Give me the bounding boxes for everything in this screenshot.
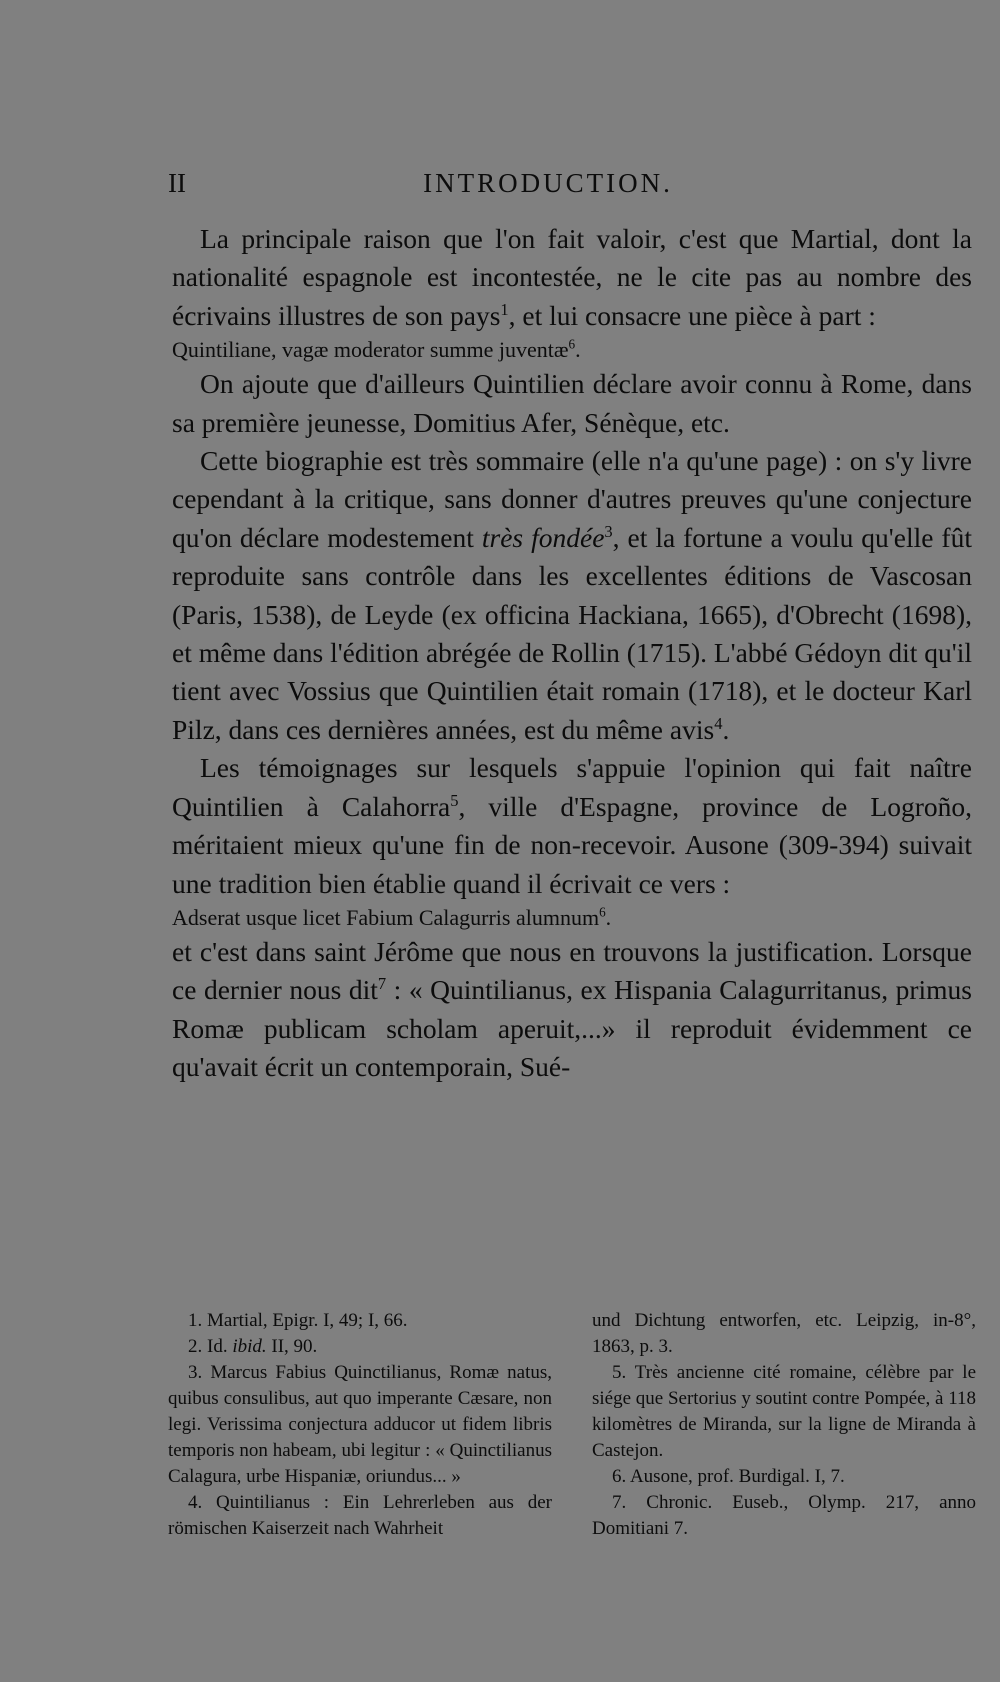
footnotes xyxy=(168,1308,976,1542)
paragraph-3-end: . xyxy=(722,713,730,745)
footnote-4: 4. Quintilianus : Ein Lehrerleben aus der römischen Kaiserzeit nach Wahrheit xyxy=(168,1492,552,1539)
paragraph-3-text-b: , et la fortune a voulu qu'elle fût reproduite sans contrôle dans les excellentes éditions de Vascosan (Paris, 1538), de Leyde (ex officina Hackiana, 1665), d'Obrecht (1698), et même dans l'édition abrégée de Rollin (1715). L'abbé Gédoyn dit qu'il tient avec Vossius que Quintilien était romain (1718), et le docteur Karl Pilz, dans ces dernières années, est du même avis xyxy=(172,521,972,745)
page-number: II xyxy=(168,168,186,198)
footnote-ref-5: 5 xyxy=(450,790,459,810)
running-title: INTRODUCTION. xyxy=(423,168,673,198)
paragraph-4-text-b: , ville d'Espagne, province de Logroño, méritaient mieux qu'une fin de non-recevoir. Ausone (309-394) suivait une tradition bien établie quand il écrivait ce vers : xyxy=(172,790,972,899)
paragraph-3-text-a: Cette biographie est très sommaire (elle n'a qu'une page) : on s'y livre cependant à la critique, sans donner d'autres preuves qu'une conjecture qu'on déclare modestement xyxy=(172,445,972,553)
paragraph-4-text-a: Les témoignages sur lesquels s'appuie l'opinion qui fait naître Quintilien à Calahorra xyxy=(172,752,972,822)
footnote-7: 7. Chronic. Euseb., Olymp. 217, anno Domitiani 7. xyxy=(592,1492,976,1539)
footnote-ref-verse-2: 6 xyxy=(599,904,606,920)
paragraph-5-text-a: et c'est dans saint Jérôme que nous en trouvons la justification. Lorsque ce dernier nous dit xyxy=(172,935,972,1006)
footnote-2-italic: ibid. xyxy=(232,1336,267,1357)
verse-2-end: . xyxy=(605,904,612,930)
italic-phrase: très fondée xyxy=(481,521,605,553)
paragraph-5-text-b: : « Quintilianus, ex Hispania Calagurritanus, primus Romæ publicam scholam aperuit,...» il reproduit évidemment ce qu'avait écrit un contemporain, Sué- xyxy=(172,974,972,1083)
paragraph-1-text: La principale raison que l'on fait valoir, c'est que Martial, dont la nationalité espagnole est incontestée, ne le cite pas au nombre des écrivains illustres de son pays xyxy=(172,223,972,331)
paragraph-4 xyxy=(172,749,972,903)
footnote-4-continued: und Dichtung entworfen, etc. Leipzig, in-8°, 1863, p. 3. xyxy=(592,1310,976,1357)
verse-quote-1 xyxy=(172,335,972,365)
footnotes-left-column xyxy=(168,1308,552,1542)
footnote-5: 5. Très ancienne cité romaine, célèbre par le siége que Sertorius y soutint contre Pompée, à 118 kilomètres de Miranda, sur la ligne de Miranda à Castejon. xyxy=(592,1362,976,1461)
footnote-1: 1. Martial, Epigr. I, 49; I, 66. xyxy=(188,1310,408,1331)
footnote-ref-verse-1: 6 xyxy=(568,336,576,352)
footnote-ref-7: 7 xyxy=(377,974,387,994)
footnote-ref-1: 1 xyxy=(500,299,509,319)
main-text xyxy=(172,220,972,1087)
verse-2-text: Adserat usque licet Fabium Calagurris alumnum xyxy=(172,904,600,930)
verse-quote-2 xyxy=(172,903,972,933)
footnote-ref-3: 3 xyxy=(604,521,613,541)
footnote-3: 3. Marcus Fabius Quinctilianus, Romæ natus, quibus consulibus, aut quo imperante Cæsare, non legi. Verissima conjectura adducor ut fidem libris temporis non habeam, ubi legitur : « Quinctilianus Calagura, urbe Hispaniæ, oriundus... » xyxy=(168,1362,552,1487)
footnote-ref-4: 4 xyxy=(714,713,723,733)
paragraph-5 xyxy=(172,933,972,1087)
verse-1-end: . xyxy=(575,337,581,363)
footnotes-right-column xyxy=(592,1308,976,1542)
footnote-6: 6. Ausone, prof. Burdigal. I, 7. xyxy=(612,1466,845,1487)
footnote-2-text-a: 2. Id. xyxy=(188,1336,233,1357)
footnote-2 xyxy=(168,1334,552,1360)
paragraph-3 xyxy=(172,442,972,749)
paragraph-1 xyxy=(172,220,972,335)
paragraph-1-end: , et lui consacre une pièce à part : xyxy=(508,299,876,331)
verse-1-text: Quintiliane, vagæ moderator summe juventæ xyxy=(172,337,569,363)
running-header xyxy=(168,168,976,204)
paragraph-2: On ajoute que d'ailleurs Quintilien déclare avoir connu à Rome, dans sa première jeunesse, Domitius Afer, Sénèque, etc. xyxy=(172,368,972,438)
footnote-2-text-b: II, 90. xyxy=(266,1336,318,1357)
